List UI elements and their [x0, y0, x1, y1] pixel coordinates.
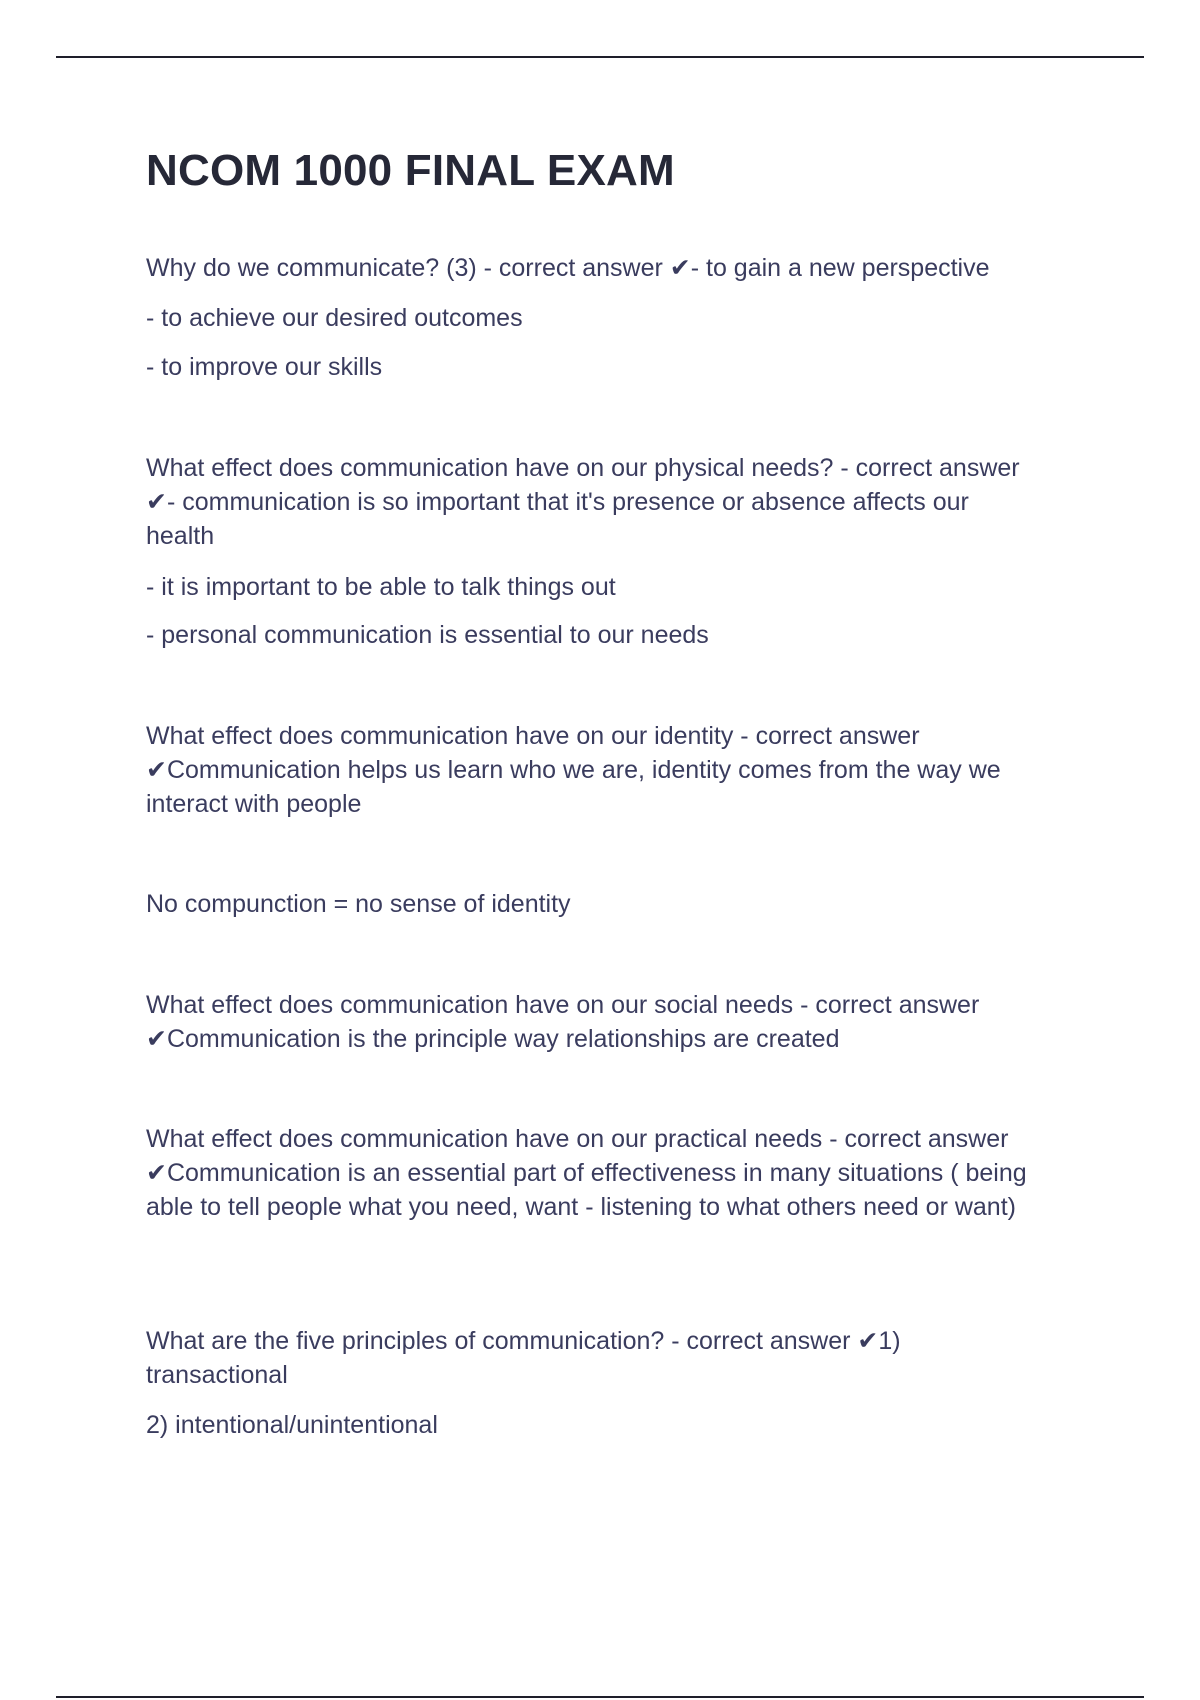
question-5-answer: What effect does communication have on our practical needs - correct answer ✔Communication is an essential part of effectiveness in many situations ( being able to tell people what you need, want - listening to what others need or want) [146, 1125, 1027, 1221]
question-1-answer: Why do we communicate? (3) - correct answer ✔- to gain a new perspective [146, 254, 990, 282]
top-rule [56, 56, 1144, 58]
answer-line: - to improve our skills [146, 353, 383, 381]
bottom-rule [56, 1696, 1144, 1698]
document-title: NCOM 1000 FINAL EXAM [146, 146, 675, 195]
question-3-answer: What effect does communication have on our identity - correct answer ✔Communication helps us learn who we are, identity comes from the way we interact with people [146, 722, 1001, 818]
answer-line: - it is important to be able to talk things out [146, 573, 616, 601]
answer-line: - to achieve our desired outcomes [146, 304, 523, 332]
answer-line: - personal communication is essential to our needs [146, 621, 709, 649]
question-2-answer: What effect does communication have on our physical needs? - correct answer ✔- communication is so important that it's presence or absence affects our health [146, 454, 1020, 550]
answer-line: 2) intentional/unintentional [146, 1411, 438, 1439]
question-6-answer: What are the five principles of communication? - correct answer ✔1) transactional [146, 1327, 901, 1389]
question-4-answer: What effect does communication have on our social needs - correct answer ✔Communication is the principle way relationships are created [146, 991, 980, 1053]
note-line: No compunction = no sense of identity [146, 890, 571, 918]
